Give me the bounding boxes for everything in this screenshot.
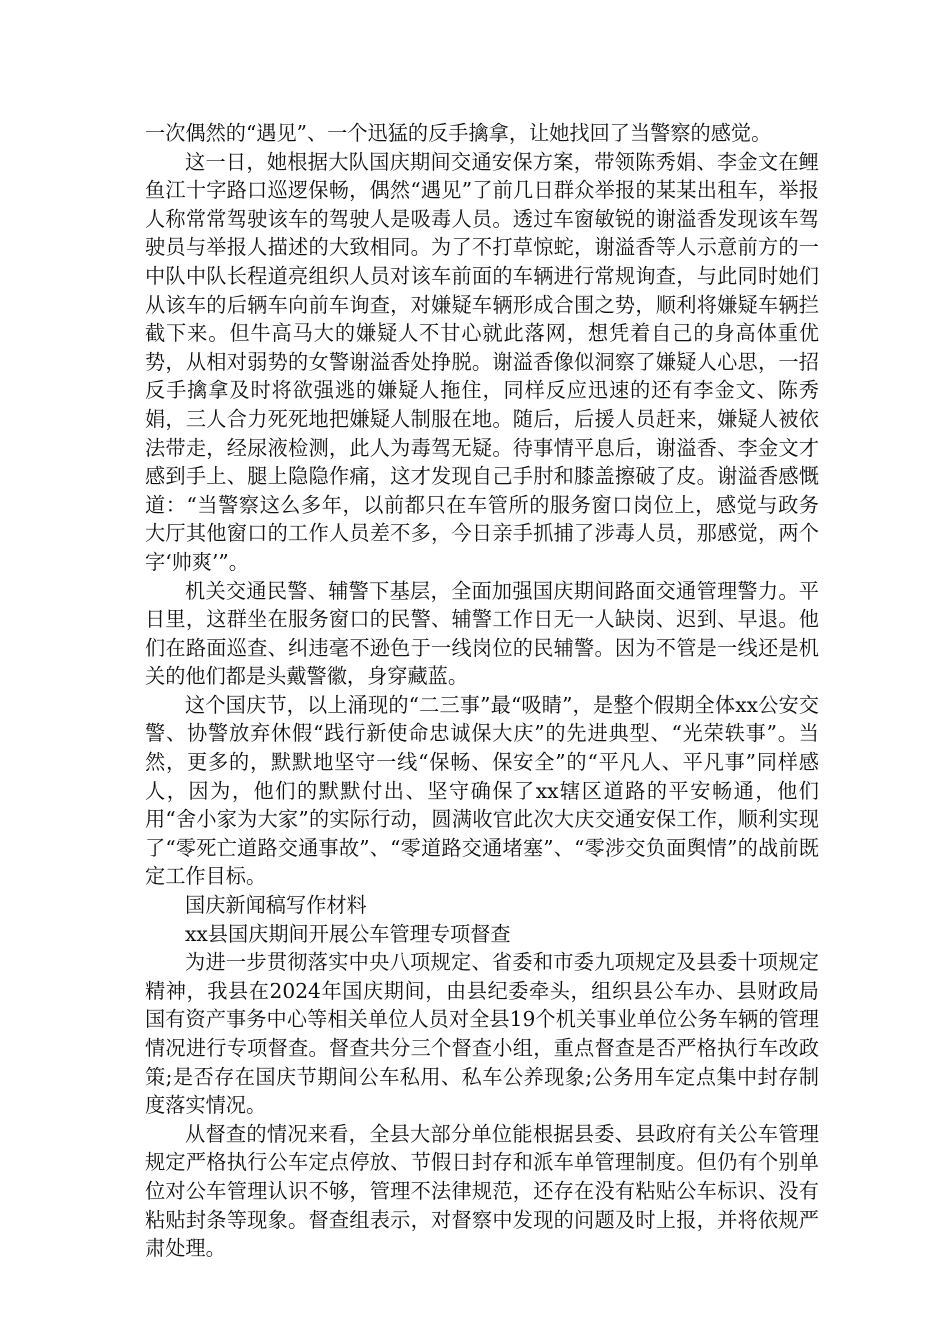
section-title: 国庆新闻稿写作材料: [185, 893, 367, 918]
document-page: [145, 119, 819, 1263]
paragraph-inspection-intro: 为进一步贯彻落实中央八项规定、省委和市委九项规定及县委十项规定精神，我县在2024年国庆期间，由县纪委牵头，组织县公车办、县财政局国有资产事务中心等相关单位人员对全县19个机关事业单位公务车辆的管理情况进行专项督查。督查共分三个督查小组，重点督查是否严格执行车改政策;是否存在国庆节期间公车私用、私车公养现象;公务用车定点集中封存制度落实情况。: [145, 950, 819, 1118]
paragraph-inspection-result: 从督查的情况来看，全县大部分单位能根据县委、县政府有关公车管理规定严格执行公车定点停放、节假日封存和派车单管理制度。但仍有个别单位对公车管理认识不够，管理不法律规范，还存在没有粘贴公车标识、没有粘贴封条等现象。督查组表示，对督察中发现的问题及时上报，并将依规严肃处理。: [145, 1121, 819, 1261]
paragraph-office-police: 机关交通民警、辅警下基层，全面加强国庆期间路面交通管理警力。平日里，这群坐在服务窗口的民警、辅警工作日无一人缺岗、迟到、早退。他们在路面巡查、纠违毫不逊色于一线岗位的民辅警。因为不管是一线还是机关的他们都是头戴警徽，身穿藏蓝。: [145, 578, 819, 689]
paragraph-national-day-summary: 这个国庆节，以上涌现的“二三事”最“吸睛”，是整个假期全体xx公安交警、协警放弃休假“践行新使命忠诚保大庆”的先进典型、“光荣轶事”。当然，更多的，默默地坚守一线“保畅、保安全”的“平凡人、平凡事”同样感人，因为，他们的默默付出、坚守确保了xx辖区道路的平安畅通，他们用“舍小家为大家”的实际行动，圆满收官此次大庆交通安保工作，顺利实现了“零死亡道路交通事故”、“零道路交通堵塞”、“零涉交负面舆情”的战前既定工作目标。: [145, 692, 819, 889]
paragraph-continuation: 一次偶然的“遇见”、一个迅猛的反手擒拿，让她找回了当警察的感觉。: [145, 121, 772, 145]
paragraph-arrest-story: 这一日，她根据大队国庆期间交通安保方案，带领陈秀娟、李金文在鲤鱼江十字路口巡逻保畅，偶然“遇见”了前几日群众举报的某某出租车，举报人称常常驾驶该车的驾驶人是吸毒人员。透过车窗敏锐的谢溢香发现该车驾驶员与举报人描述的大致相同。为了不打草惊蛇，谢溢香等人示意前方的一中队中队长程道亮组织人员对该车前面的车辆进行常规询查，与此同时她们从该车的后辆车向前车询查，对嫌疑车辆形成合围之势，顺利将嫌疑车辆拦截下来。但牛高马大的嫌疑人不甘心就此落网，想凭着自己的身高体重优势，从相对弱势的女警谢溢香处挣脱。谢溢香像似洞察了嫌疑人心思，一招反手擒拿及时将欲强逃的嫌疑人拖住，同样反应迅速的还有李金文、陈秀娟，三人合力死死地把嫌疑人制服在地。随后，后援人员赶来，嫌疑人被依法带走，经尿液检测，此人为毒驾无疑。待事情平息后，谢溢香、李金文才感到手上、腿上隐隐作痛，这才发现自己手肘和膝盖擦破了皮。谢溢香感慨道：“当警察这么多年，以前都只在车管所的服务窗口岗位上，感觉与政务大厅其他窗口的工作人员差不多，今日亲手抓捕了涉毒人员，那感觉，两个字‘帅爽’”。: [145, 149, 819, 574]
article-title: xx县国庆期间开展公车管理专项督查: [185, 921, 511, 946]
